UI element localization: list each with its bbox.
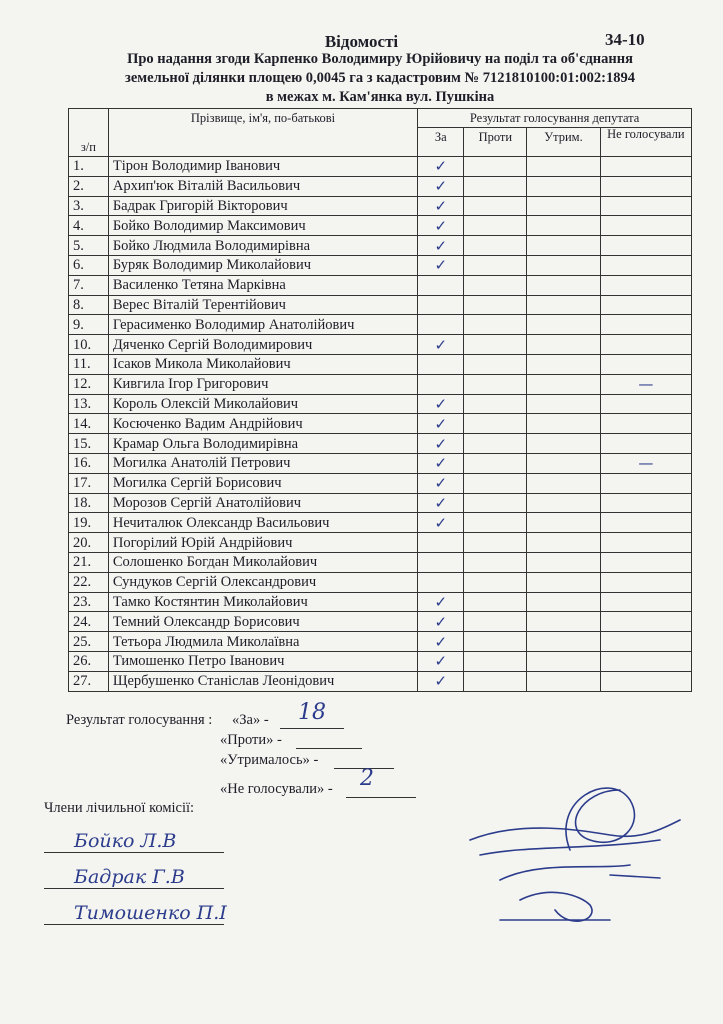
number-cell: 4. bbox=[69, 216, 109, 236]
table-row bbox=[69, 632, 692, 652]
for-cell: ✓ bbox=[418, 473, 464, 493]
table-row bbox=[69, 374, 692, 394]
number-cell: 27. bbox=[69, 671, 109, 691]
for-cell: ✓ bbox=[418, 176, 464, 196]
results-not-voted-line bbox=[346, 797, 416, 798]
name-cell: Бадрак Григорій Вікторович bbox=[108, 196, 417, 216]
abstain-cell bbox=[527, 533, 600, 553]
for-cell: ✓ bbox=[418, 671, 464, 691]
not-voted-cell bbox=[600, 176, 691, 196]
not-voted-cell: — bbox=[600, 374, 691, 394]
not-voted-cell bbox=[600, 157, 691, 177]
abstain-cell bbox=[527, 572, 600, 592]
table-row bbox=[69, 275, 692, 295]
not-voted-cell bbox=[600, 216, 691, 236]
for-cell: ✓ bbox=[418, 196, 464, 216]
for-cell bbox=[418, 533, 464, 553]
against-cell bbox=[464, 651, 527, 671]
against-cell bbox=[464, 196, 527, 216]
against-cell bbox=[464, 493, 527, 513]
against-cell bbox=[464, 473, 527, 493]
table-row bbox=[69, 196, 692, 216]
number-cell: 11. bbox=[69, 354, 109, 374]
abstain-cell bbox=[527, 236, 600, 256]
abstain-cell bbox=[527, 592, 600, 612]
results-against-label: «Проти» - bbox=[220, 732, 282, 748]
against-cell bbox=[464, 453, 527, 473]
number-cell: 6. bbox=[69, 255, 109, 275]
against-cell bbox=[464, 513, 527, 533]
against-cell bbox=[464, 374, 527, 394]
number-cell: 17. bbox=[69, 473, 109, 493]
abstain-cell bbox=[527, 434, 600, 454]
name-cell: Крамар Ольга Володимирівна bbox=[108, 434, 417, 454]
for-cell: ✓ bbox=[418, 453, 464, 473]
name-cell: Морозов Сергій Анатолійович bbox=[108, 493, 417, 513]
results-for-label: «За» - bbox=[232, 712, 269, 728]
number-cell: 8. bbox=[69, 295, 109, 315]
name-cell: Тимошенко Петро Іванович bbox=[108, 651, 417, 671]
name-cell: Василенко Тетяна Марківна bbox=[108, 275, 417, 295]
not-voted-cell bbox=[600, 295, 691, 315]
header-number: з/п bbox=[69, 109, 109, 157]
commission-label: Члени лічильної комісії: bbox=[44, 800, 195, 816]
for-cell bbox=[418, 354, 464, 374]
for-cell bbox=[418, 315, 464, 335]
for-cell: ✓ bbox=[418, 414, 464, 434]
number-cell: 9. bbox=[69, 315, 109, 335]
commission-member: Бойко Л.В bbox=[74, 830, 177, 852]
for-cell: ✓ bbox=[418, 513, 464, 533]
subtitle-line: земельної ділянки площею 0,0045 га з кадастровим № 7121810100:01:002:1894 bbox=[125, 70, 635, 86]
name-cell: Щербушенко Станіслав Леонідович bbox=[108, 671, 417, 691]
abstain-cell bbox=[527, 453, 600, 473]
name-cell: Дяченко Сергій Володимирович bbox=[108, 335, 417, 355]
handwritten-signature-icon bbox=[460, 760, 700, 940]
not-voted-cell bbox=[600, 236, 691, 256]
not-voted-cell bbox=[600, 255, 691, 275]
not-voted-cell bbox=[600, 572, 691, 592]
number-cell: 15. bbox=[69, 434, 109, 454]
table-row bbox=[69, 157, 692, 177]
number-cell: 23. bbox=[69, 592, 109, 612]
table-row bbox=[69, 216, 692, 236]
name-cell: Бойко Володимир Максимович bbox=[108, 216, 417, 236]
abstain-cell bbox=[527, 255, 600, 275]
abstain-cell bbox=[527, 632, 600, 652]
number-cell: 20. bbox=[69, 533, 109, 553]
for-cell: ✓ bbox=[418, 612, 464, 632]
table-row bbox=[69, 651, 692, 671]
against-cell bbox=[464, 671, 527, 691]
name-cell: Верес Віталій Терентійович bbox=[108, 295, 417, 315]
not-voted-cell bbox=[600, 651, 691, 671]
subtitle-line: Про надання згоди Карпенко Володимиру Юрійовичу на поділ та об'єднання bbox=[127, 51, 633, 67]
abstain-cell bbox=[527, 295, 600, 315]
abstain-cell bbox=[527, 612, 600, 632]
name-cell: Бойко Людмила Володимирівна bbox=[108, 236, 417, 256]
name-cell: Косюченко Вадим Андрійович bbox=[108, 414, 417, 434]
against-cell bbox=[464, 255, 527, 275]
abstain-cell bbox=[527, 374, 600, 394]
name-cell: Погорілий Юрій Андрійович bbox=[108, 533, 417, 553]
not-voted-cell bbox=[600, 434, 691, 454]
table-row bbox=[69, 414, 692, 434]
name-cell: Сундуков Сергій Олександрович bbox=[108, 572, 417, 592]
abstain-cell bbox=[527, 493, 600, 513]
table-row bbox=[69, 354, 692, 374]
for-cell: ✓ bbox=[418, 216, 464, 236]
number-cell: 21. bbox=[69, 552, 109, 572]
table-row bbox=[69, 592, 692, 612]
name-cell: Буряк Володимир Миколайович bbox=[108, 255, 417, 275]
name-cell: Нечиталюк Олександр Васильович bbox=[108, 513, 417, 533]
name-cell: Ісаков Микола Миколайович bbox=[108, 354, 417, 374]
against-cell bbox=[464, 572, 527, 592]
table-row bbox=[69, 552, 692, 572]
name-cell: Король Олексій Миколайович bbox=[108, 394, 417, 414]
abstain-cell bbox=[527, 315, 600, 335]
not-voted-cell bbox=[600, 632, 691, 652]
for-cell: ✓ bbox=[418, 157, 464, 177]
table-row bbox=[69, 295, 692, 315]
results-against-line bbox=[296, 748, 362, 749]
for-cell: ✓ bbox=[418, 434, 464, 454]
for-cell: ✓ bbox=[418, 255, 464, 275]
header-name: Прізвище, ім'я, по-батькові bbox=[108, 109, 417, 157]
name-cell: Герасименко Володимир Анатолійович bbox=[108, 315, 417, 335]
table-row bbox=[69, 671, 692, 691]
results-not-voted-value: 2 bbox=[360, 766, 374, 791]
for-cell bbox=[418, 295, 464, 315]
number-cell: 18. bbox=[69, 493, 109, 513]
not-voted-cell bbox=[600, 671, 691, 691]
abstain-cell bbox=[527, 394, 600, 414]
header-for: За bbox=[418, 128, 464, 157]
abstain-cell bbox=[527, 651, 600, 671]
table-row bbox=[69, 513, 692, 533]
name-cell: Тамко Костянтин Миколайович bbox=[108, 592, 417, 612]
for-cell: ✓ bbox=[418, 632, 464, 652]
for-cell: ✓ bbox=[418, 335, 464, 355]
abstain-cell bbox=[527, 157, 600, 177]
against-cell bbox=[464, 236, 527, 256]
against-cell bbox=[464, 275, 527, 295]
table-row bbox=[69, 335, 692, 355]
table-row bbox=[69, 612, 692, 632]
number-cell: 5. bbox=[69, 236, 109, 256]
against-cell bbox=[464, 176, 527, 196]
not-voted-cell bbox=[600, 473, 691, 493]
against-cell bbox=[464, 335, 527, 355]
results-not-voted-label: «Не голосували» - bbox=[220, 781, 333, 797]
number-cell: 1. bbox=[69, 157, 109, 177]
name-cell: Солошенко Богдан Миколайович bbox=[108, 552, 417, 572]
against-cell bbox=[464, 592, 527, 612]
number-cell: 19. bbox=[69, 513, 109, 533]
number-cell: 12. bbox=[69, 374, 109, 394]
against-cell bbox=[464, 354, 527, 374]
results-for-value: 18 bbox=[298, 700, 326, 725]
commission-line bbox=[44, 852, 224, 853]
against-cell bbox=[464, 434, 527, 454]
not-voted-cell bbox=[600, 493, 691, 513]
commission-line bbox=[44, 888, 224, 889]
abstain-cell bbox=[527, 552, 600, 572]
name-cell: Могилка Анатолій Петрович bbox=[108, 453, 417, 473]
results-abstain-label: «Утрималось» - bbox=[220, 752, 319, 768]
against-cell bbox=[464, 552, 527, 572]
against-cell bbox=[464, 632, 527, 652]
for-cell bbox=[418, 552, 464, 572]
abstain-cell bbox=[527, 335, 600, 355]
against-cell bbox=[464, 295, 527, 315]
results-label: Результат голосування : bbox=[66, 712, 213, 728]
abstain-cell bbox=[527, 354, 600, 374]
header-abstain: Утрим. bbox=[527, 128, 600, 157]
commission-member: Тимошенко П.І bbox=[74, 902, 227, 924]
table-row bbox=[69, 453, 692, 473]
against-cell bbox=[464, 315, 527, 335]
number-cell: 24. bbox=[69, 612, 109, 632]
against-cell bbox=[464, 612, 527, 632]
not-voted-cell bbox=[600, 533, 691, 553]
for-cell: ✓ bbox=[418, 236, 464, 256]
against-cell bbox=[464, 533, 527, 553]
for-cell bbox=[418, 275, 464, 295]
not-voted-cell bbox=[600, 513, 691, 533]
document-number: 34-10 bbox=[605, 30, 645, 49]
for-cell: ✓ bbox=[418, 394, 464, 414]
against-cell bbox=[464, 414, 527, 434]
not-voted-cell bbox=[600, 315, 691, 335]
number-cell: 22. bbox=[69, 572, 109, 592]
table-row bbox=[69, 533, 692, 553]
name-cell: Могилка Сергій Борисович bbox=[108, 473, 417, 493]
header-against: Проти bbox=[464, 128, 527, 157]
table-row bbox=[69, 493, 692, 513]
commission-member: Бадрак Г.В bbox=[74, 866, 185, 888]
document-title: Відомості bbox=[324, 32, 399, 51]
table-row bbox=[69, 434, 692, 454]
for-cell: ✓ bbox=[418, 493, 464, 513]
name-cell: Тетьора Людмила Миколаївна bbox=[108, 632, 417, 652]
table-row bbox=[69, 236, 692, 256]
table-row bbox=[69, 255, 692, 275]
name-cell: Кивгила Ігор Григорович bbox=[108, 374, 417, 394]
number-cell: 25. bbox=[69, 632, 109, 652]
header-not-voted: Не голосували bbox=[600, 128, 691, 157]
for-cell: ✓ bbox=[418, 651, 464, 671]
for-cell bbox=[418, 572, 464, 592]
name-cell: Темний Олександр Борисович bbox=[108, 612, 417, 632]
subtitle-line: в межах м. Кам'янка вул. Пушкіна bbox=[265, 89, 495, 105]
number-cell: 3. bbox=[69, 196, 109, 216]
header-result: Результат голосування депутата bbox=[418, 109, 692, 128]
number-cell: 2. bbox=[69, 176, 109, 196]
name-cell: Архип'юк Віталій Васильович bbox=[108, 176, 417, 196]
number-cell: 16. bbox=[69, 453, 109, 473]
number-cell: 13. bbox=[69, 394, 109, 414]
not-voted-cell bbox=[600, 592, 691, 612]
table-row bbox=[69, 176, 692, 196]
not-voted-cell bbox=[600, 354, 691, 374]
abstain-cell bbox=[527, 414, 600, 434]
against-cell bbox=[464, 157, 527, 177]
not-voted-cell bbox=[600, 335, 691, 355]
against-cell bbox=[464, 216, 527, 236]
for-cell: ✓ bbox=[418, 592, 464, 612]
not-voted-cell bbox=[600, 612, 691, 632]
document-subtitle bbox=[60, 50, 700, 107]
not-voted-cell bbox=[600, 552, 691, 572]
abstain-cell bbox=[527, 473, 600, 493]
not-voted-cell bbox=[600, 394, 691, 414]
against-cell bbox=[464, 394, 527, 414]
voting-table bbox=[68, 108, 692, 692]
not-voted-cell bbox=[600, 414, 691, 434]
table-row bbox=[69, 315, 692, 335]
not-voted-cell: — bbox=[600, 453, 691, 473]
abstain-cell bbox=[527, 513, 600, 533]
number-cell: 10. bbox=[69, 335, 109, 355]
table-row bbox=[69, 473, 692, 493]
number-cell: 26. bbox=[69, 651, 109, 671]
number-cell: 7. bbox=[69, 275, 109, 295]
table-row bbox=[69, 572, 692, 592]
abstain-cell bbox=[527, 176, 600, 196]
abstain-cell bbox=[527, 196, 600, 216]
abstain-cell bbox=[527, 671, 600, 691]
abstain-cell bbox=[527, 275, 600, 295]
number-cell: 14. bbox=[69, 414, 109, 434]
abstain-cell bbox=[527, 216, 600, 236]
not-voted-cell bbox=[600, 275, 691, 295]
results-for-line bbox=[280, 728, 344, 729]
not-voted-cell bbox=[600, 196, 691, 216]
for-cell bbox=[418, 374, 464, 394]
commission-line bbox=[44, 924, 224, 925]
name-cell: Тірон Володимир Іванович bbox=[108, 157, 417, 177]
table-row bbox=[69, 394, 692, 414]
